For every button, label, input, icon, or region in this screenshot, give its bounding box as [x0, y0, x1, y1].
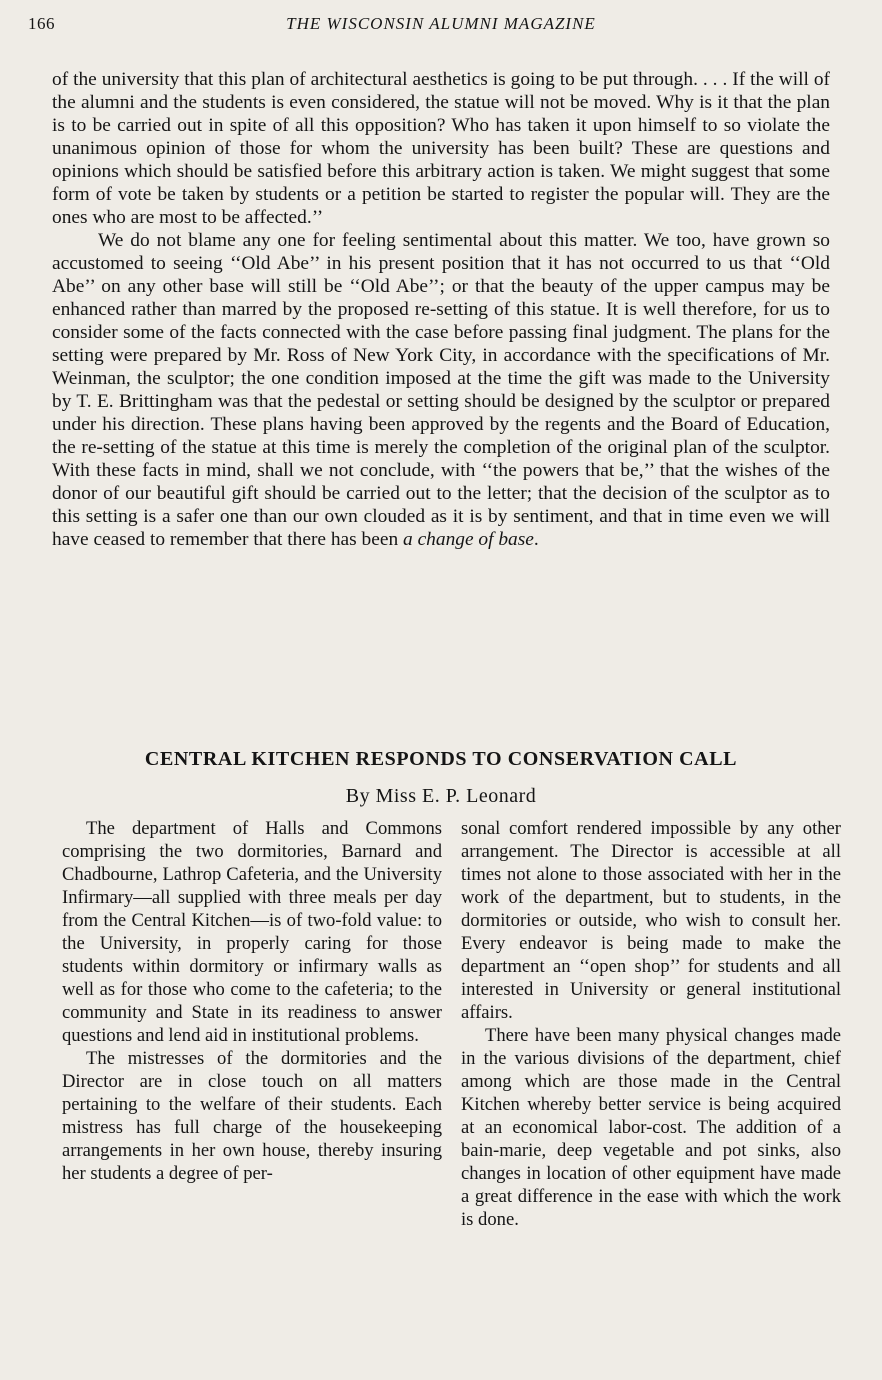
article-byline: By Miss E. P. Leonard [345, 785, 537, 807]
intro-paragraph-1: of the university that this plan of architectural aesthetics is going to be put through. . . . If the will of the alumni and the students is even considered, the statue will not be moved. Why is it that the plan is to be carried out in spite of all this opposition? Who has taken it upon himself to so violate the unanimous opinion of those for whom the university has been built? These are questions and opinions which should be satisfied before this arbitrary action is taken. We might suggest that some form of vote be taken by students or a petition be started to register the popular will. They are the ones who are most to be affected.’’ [52, 69, 830, 228]
right-paragraph-1: sonal comfort rendered impossible by any other arrangement. The Director is accessible at all times not alone to those associated with her in the work of the department, but to students, in the dormitories or outside, who wish to consult her. Every endeavor is being made to make the department an ‘‘open shop’’ for students and all interested in University or general institutional affairs. [461, 818, 841, 1023]
right-paragraph-2: There have been many physical changes made in the various divisions of the department, chief among which are those made in the Central Kitchen whereby better service is being acquired at an economical labor-cost. The addition of a bain-marie, deep vegetable and pot sinks, also changes in location of other equipment have made a great difference in the ease with which the work is done. [461, 1025, 841, 1230]
left-paragraph-1: The department of Halls and Commons comprising the two dormitories, Barnard and Chadbourne, Lathrop Cafeteria, and the University Infirmary—all supplied with three meals per day from the Central Kitchen—is of two-fold value: to the University, in properly caring for those students within dormitory or infirmary walls as well as for those who come to the cafeteria; to the community and State in its readiness to answer questions and lend aid in institutional problems. [62, 818, 442, 1046]
closing-italic-phrase: a change of base [403, 529, 534, 550]
intro-paragraph-2-text: We do not blame any one for feeling sentimental about this matter. We too, have grown so accustomed to seeing ‘‘Old Abe’’ in his present position that it has not occurred to us that ‘‘Old Abe’’ on any other base will still be ‘‘Old Abe’’; or that the beauty of the upper campus may be enhanced rather than marred by the proposed re-setting of this statue. It is well therefore, for us to consider some of the facts connected with the case before passing final judgment. The plans for the setting were prepared by Mr. Ross of New York City, in accordance with the specifications of Mr. Weinman, the sculptor; the one condition imposed at the time the gift was made to the University by T. E. Brittingham was that the pedestal or setting should be designed by the sculptor or prepared under his direction. These plans having been approved by the regents and the Board of Education, the re-setting of the statue at this time is merely the completion of the original plan of the sculptor. With these facts in mind, shall we not conclude, with ‘‘the powers that be,’’ that the wishes of the donor of our beautiful gift should be carried out to the letter; that the decision of the sculptor as to this setting is a safer one than our own clouded as it is by sentiment, and that in time even we will have ceased to remember that there has been [52, 230, 830, 550]
right-column [461, 817, 841, 1231]
left-paragraph-2: The mistresses of the dormitories and the Director are in close touch on all matters pertaining to the welfare of their students. Each mistress has full charge of the housekeeping arrangements in her own house, thereby insuring her students a degree of per- [62, 1048, 442, 1184]
page-header [28, 14, 854, 44]
continued-article-text [52, 68, 830, 551]
closing-period: . [533, 529, 539, 550]
intro-paragraph-2 [52, 229, 830, 551]
running-head: THE WISCONSIN ALUMNI MAGAZINE [286, 14, 596, 33]
page-number: 166 [28, 14, 55, 33]
article-title: CENTRAL KITCHEN RESPONDS TO CONSERVATION CALL [144, 748, 738, 770]
left-column [62, 817, 442, 1185]
